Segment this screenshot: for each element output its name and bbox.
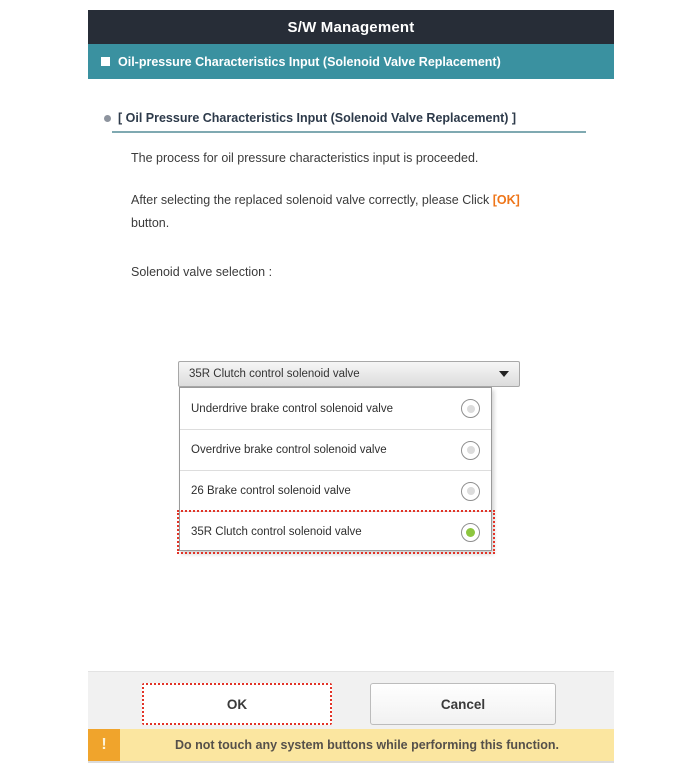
- instruction-line-2-text: [131, 189, 591, 212]
- radio-dot: [467, 487, 475, 495]
- window-title: S/W Management: [287, 18, 415, 36]
- window-title-bar: [88, 10, 614, 44]
- warning-banner: [88, 729, 614, 763]
- dropdown-option-overdrive[interactable]: [180, 429, 491, 470]
- square-bullet-icon: [101, 57, 110, 66]
- section-heading: [104, 111, 604, 125]
- chevron-down-icon: [499, 371, 509, 377]
- option-label: 26 Brake control solenoid valve: [191, 485, 351, 497]
- solenoid-valve-dropdown[interactable]: [178, 361, 520, 387]
- ok-button[interactable]: [142, 683, 332, 725]
- selection-label: Solenoid valve selection :: [131, 265, 273, 279]
- option-label: Underdrive brake control solenoid valve: [191, 402, 393, 415]
- dropdown-option-35r-clutch[interactable]: [180, 511, 491, 552]
- radio-dot: [467, 405, 475, 413]
- instruction-line-2-before: After selecting the replaced solenoid valve correctly, please Click: [131, 193, 493, 207]
- radio-dot: [466, 528, 475, 537]
- option-label: 35R Clutch control solenoid valve: [191, 526, 362, 538]
- option-label: Overdrive brake control solenoid valve: [191, 444, 387, 456]
- radio-button-unselected[interactable]: [461, 399, 480, 418]
- function-title: Oil-pressure Characteristics Input (Solenoid Valve Replacement): [118, 54, 501, 69]
- section-underline: [112, 131, 586, 133]
- circle-bullet-icon: [104, 115, 111, 122]
- button-bar: [88, 671, 614, 729]
- instruction-line-1: The process for oil pressure characteristics input is proceeded.: [131, 151, 479, 165]
- cancel-button-label: Cancel: [440, 696, 486, 712]
- cancel-button[interactable]: [370, 683, 556, 725]
- ok-button-label: OK: [226, 696, 248, 712]
- radio-button-selected[interactable]: [461, 523, 480, 542]
- section-title: [ Oil Pressure Characteristics Input (Solenoid Valve Replacement) ]: [118, 111, 517, 125]
- dropdown-selected-value: 35R Clutch control solenoid valve: [189, 368, 360, 380]
- instruction-line-2: [131, 189, 591, 235]
- dropdown-option-26-brake[interactable]: [180, 470, 491, 511]
- dropdown-option-list: [179, 387, 492, 551]
- ok-highlight: [OK]: [492, 193, 520, 207]
- dropdown-option-underdrive[interactable]: [180, 388, 491, 429]
- warning-text: Do not touch any system buttons while performing this function.: [120, 729, 614, 761]
- radio-button-unselected[interactable]: [461, 441, 480, 460]
- exclamation-icon: !: [88, 729, 120, 761]
- radio-dot: [467, 446, 475, 454]
- radio-button-unselected[interactable]: [461, 482, 480, 501]
- function-title-bar: [88, 44, 614, 79]
- instruction-line-2-after: button.: [131, 216, 170, 230]
